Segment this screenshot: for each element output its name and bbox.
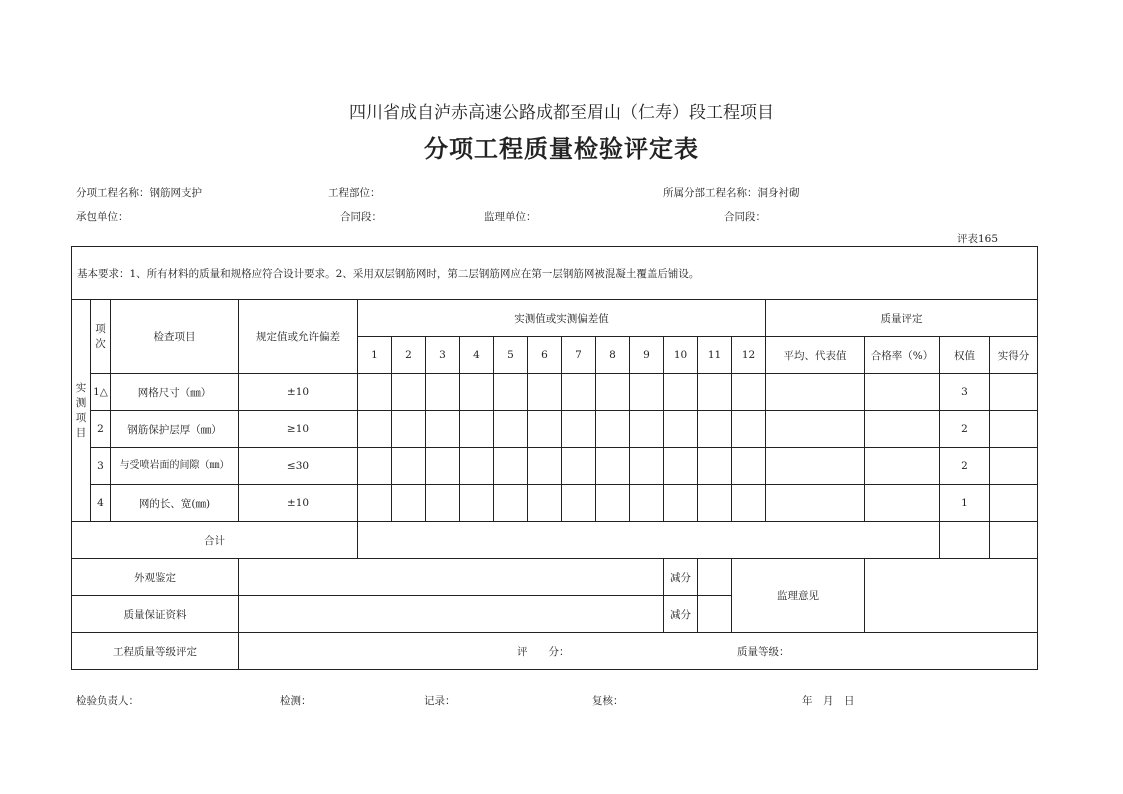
measure-num: 3 xyxy=(426,337,460,374)
measure-num: 5 xyxy=(494,337,528,374)
col-spec-header: 规定值或允许偏差 xyxy=(239,300,358,374)
measure-num: 7 xyxy=(562,337,596,374)
row-index: 3 xyxy=(91,448,111,485)
score-label: 评 分： xyxy=(517,646,570,658)
table-row xyxy=(72,448,1038,485)
total-row xyxy=(72,522,1038,559)
measure-num: 11 xyxy=(698,337,732,374)
col-quality-header: 质量评定 xyxy=(766,300,1038,337)
row-weight: 2 xyxy=(940,448,990,485)
row-spec: ≥10 xyxy=(239,411,358,448)
row-spec: ±10 xyxy=(239,374,358,411)
col-rate-header: 合格率（%） xyxy=(865,337,940,374)
location: 工程部位： xyxy=(328,187,381,199)
qa-docs-label: 质量保证资料 xyxy=(72,596,239,633)
row-item: 钢筋保护层厚（㎜） xyxy=(111,411,239,448)
basic-requirements: 基本要求：1、所有材料的质量和规格应符合设计要求。2、采用双层钢筋网时，第二层钢筋网应在第一层钢筋网被混凝土覆盖后铺设。 xyxy=(72,247,1038,300)
col-weight-header: 权值 xyxy=(940,337,990,374)
row-weight: 3 xyxy=(940,374,990,411)
footer-review: 复核： xyxy=(592,695,624,707)
footer-test: 检测： xyxy=(280,695,312,707)
row-index: 2 xyxy=(91,411,111,448)
col-score-header: 实得分 xyxy=(990,337,1038,374)
total-label: 合计 xyxy=(72,522,358,559)
row-item: 网的长、宽(㎜) xyxy=(111,485,239,522)
row-spec: ≤30 xyxy=(239,448,358,485)
measure-num: 6 xyxy=(528,337,562,374)
row-index: 4 xyxy=(91,485,111,522)
measure-num: 10 xyxy=(664,337,698,374)
row-weight: 2 xyxy=(940,411,990,448)
section-label: 实测项目 xyxy=(75,381,87,439)
table-row xyxy=(72,374,1038,411)
col-index-header: 项次 xyxy=(91,300,111,374)
row-spec: ±10 xyxy=(239,485,358,522)
section-label-cell xyxy=(72,300,91,522)
contract-section-2: 合同段： xyxy=(724,211,766,223)
item-name: 分项工程名称：钢筋网支护 xyxy=(76,187,202,199)
measure-num: 4 xyxy=(460,337,494,374)
footer-record: 记录： xyxy=(424,695,456,707)
appearance-row xyxy=(72,559,1038,596)
measure-num: 9 xyxy=(630,337,664,374)
table-row xyxy=(72,485,1038,522)
deduct-label: 减分 xyxy=(664,596,698,633)
row-item: 网格尺寸（㎜） xyxy=(111,374,239,411)
measure-num: 8 xyxy=(596,337,630,374)
form-number: 评表165 xyxy=(957,233,999,245)
table-row xyxy=(72,411,1038,448)
row-weight: 1 xyxy=(940,485,990,522)
row-item: 与受喷岩面的间隙（㎜） xyxy=(111,448,239,485)
footer-inspector: 检验负责人： xyxy=(76,695,139,707)
contractor: 承包单位： xyxy=(76,211,129,223)
supervision-label: 监理意见 xyxy=(732,559,865,633)
footer-date: 年 月 日 xyxy=(802,695,855,707)
measure-num: 2 xyxy=(392,337,426,374)
project-subtitle: 四川省成自泸赤高速公路成都至眉山（仁寿）段工程项目 xyxy=(349,103,774,123)
parent-project: 所属分部工程名称：洞身衬砌 xyxy=(663,187,800,199)
row-index: 1△ xyxy=(91,374,111,411)
measure-num: 12 xyxy=(732,337,766,374)
form-title: 分项工程质量检验评定表 xyxy=(424,134,699,163)
deduct-label: 减分 xyxy=(664,559,698,596)
grade-eval-label: 工程质量等级评定 xyxy=(72,633,239,670)
supervisor: 监理单位： xyxy=(484,211,537,223)
appearance-label: 外观鉴定 xyxy=(72,559,239,596)
col-item-header: 检查项目 xyxy=(111,300,239,374)
contract-section-1: 合同段： xyxy=(340,211,382,223)
inspection-table xyxy=(71,246,1038,670)
measure-num: 1 xyxy=(358,337,392,374)
grade-row xyxy=(72,633,1038,670)
col-avg-header: 平均、代表值 xyxy=(766,337,865,374)
col-measured-header: 实测值或实测偏差值 xyxy=(358,300,766,337)
grade-label: 质量等级： xyxy=(737,646,790,658)
